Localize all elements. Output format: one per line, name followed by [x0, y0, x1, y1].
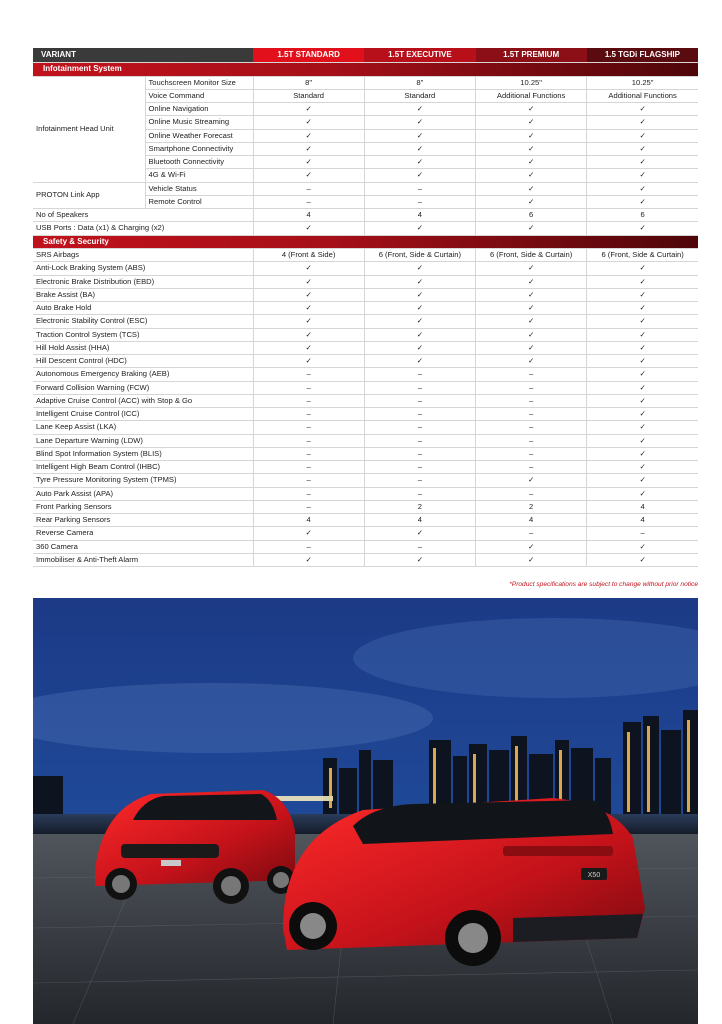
spec-value: ✓	[364, 142, 475, 155]
feature-label: Hill Hold Assist (HHA)	[33, 341, 253, 354]
spec-value: ✓	[587, 195, 698, 208]
spec-value: ✓	[253, 355, 364, 368]
spec-row	[33, 275, 698, 288]
spec-value: –	[253, 487, 364, 500]
spec-value: –	[364, 195, 475, 208]
spec-value: ✓	[364, 315, 475, 328]
front-badge	[161, 860, 181, 866]
spec-value: ✓	[253, 302, 364, 315]
spec-value: ✓	[253, 156, 364, 169]
spec-value: ✓	[253, 116, 364, 129]
spec-value: –	[476, 421, 587, 434]
spec-value: –	[364, 381, 475, 394]
spec-row	[33, 434, 698, 447]
spec-value: –	[364, 447, 475, 460]
spec-row	[33, 553, 698, 566]
spec-value: ✓	[587, 487, 698, 500]
spec-value: 4	[476, 514, 587, 527]
spec-value: ✓	[587, 421, 698, 434]
spec-value: –	[253, 408, 364, 421]
spec-value: 4 (Front & Side)	[253, 249, 364, 262]
spec-value: 4	[587, 514, 698, 527]
category-label: Infotainment Head Unit	[33, 76, 145, 182]
spec-value: –	[476, 487, 587, 500]
spec-value: ✓	[476, 315, 587, 328]
spec-value: –	[253, 381, 364, 394]
spec-value: ✓	[587, 129, 698, 142]
variant-label: VARIANT	[33, 48, 253, 63]
spec-value: ✓	[476, 182, 587, 195]
spec-value: ✓	[364, 527, 475, 540]
spec-row	[33, 421, 698, 434]
spec-value: ✓	[476, 288, 587, 301]
spec-value: –	[476, 408, 587, 421]
feature-label: Intelligent High Beam Control (IHBC)	[33, 461, 253, 474]
spec-value: 4	[364, 209, 475, 222]
feature-label: Online Weather Forecast	[145, 129, 253, 142]
spec-row	[33, 341, 698, 354]
feature-label: Smartphone Connectivity	[145, 142, 253, 155]
feature-label: Lane Departure Warning (LDW)	[33, 434, 253, 447]
feature-label: Remote Control	[145, 195, 253, 208]
spec-value: ✓	[587, 169, 698, 182]
spec-value: –	[253, 474, 364, 487]
spec-value: –	[587, 527, 698, 540]
spec-value: ✓	[476, 355, 587, 368]
section-header-row	[33, 63, 698, 77]
spec-value: –	[364, 487, 475, 500]
spec-row	[33, 209, 698, 222]
section-title: Safety & Security	[33, 235, 698, 249]
spec-value: –	[364, 474, 475, 487]
spec-row	[33, 288, 698, 301]
spec-row	[33, 328, 698, 341]
spec-row	[33, 408, 698, 421]
feature-label: 360 Camera	[33, 540, 253, 553]
feature-label: USB Ports : Data (x1) & Charging (x2)	[33, 222, 253, 235]
spec-value: ✓	[587, 116, 698, 129]
spec-footnote: *Product specifications are subject to change without prior notice	[509, 581, 698, 588]
spec-value: –	[253, 447, 364, 460]
spec-value: –	[364, 461, 475, 474]
spec-value: ✓	[587, 302, 698, 315]
spec-value: ✓	[364, 341, 475, 354]
spec-value: 2	[476, 500, 587, 513]
spec-row	[33, 249, 698, 262]
spec-value: ✓	[587, 434, 698, 447]
spec-row	[33, 514, 698, 527]
spec-value: ✓	[364, 222, 475, 235]
spec-value: ✓	[253, 341, 364, 354]
spec-value: ✓	[587, 474, 698, 487]
spec-value: –	[476, 434, 587, 447]
spec-value: 4	[364, 514, 475, 527]
spec-value: 6 (Front, Side & Curtain)	[587, 249, 698, 262]
spec-value: ✓	[587, 553, 698, 566]
spec-value: ✓	[587, 222, 698, 235]
spec-value: ✓	[476, 328, 587, 341]
spec-value: ✓	[587, 315, 698, 328]
hero-photo	[33, 598, 698, 1024]
spec-value: –	[253, 394, 364, 407]
spec-row	[33, 315, 698, 328]
spec-value: ✓	[364, 103, 475, 116]
spec-value: ✓	[587, 355, 698, 368]
feature-label: Vehicle Status	[145, 182, 253, 195]
spec-value: 2	[364, 500, 475, 513]
spec-value: ✓	[253, 262, 364, 275]
spec-value: –	[476, 447, 587, 460]
spec-row	[33, 355, 698, 368]
spec-value: ✓	[476, 129, 587, 142]
spec-row	[33, 500, 698, 513]
spec-value: ✓	[364, 302, 475, 315]
spec-row	[33, 540, 698, 553]
spec-value: –	[364, 368, 475, 381]
spec-value: –	[253, 182, 364, 195]
spec-value: ✓	[587, 394, 698, 407]
spec-value: ✓	[476, 116, 587, 129]
spec-value: 8"	[253, 76, 364, 89]
spec-value: –	[476, 527, 587, 540]
spec-value: ✓	[587, 368, 698, 381]
spec-value: ✓	[364, 275, 475, 288]
spec-value: 6	[476, 209, 587, 222]
spec-value: ✓	[587, 540, 698, 553]
section-header-row	[33, 235, 698, 249]
category-label: PROTON Link App	[33, 182, 145, 209]
spec-row	[33, 394, 698, 407]
spec-value: Standard	[364, 89, 475, 102]
spec-row	[33, 222, 698, 235]
variant-premium: 1.5T PREMIUM	[476, 48, 587, 63]
spec-value: 6 (Front, Side & Curtain)	[476, 249, 587, 262]
feature-label: Blind Spot Information System (BLIS)	[33, 447, 253, 460]
variant-flagship: 1.5 TGDi FLAGSHIP	[587, 48, 698, 63]
spec-row	[33, 447, 698, 460]
section-title: Infotainment System	[33, 63, 698, 77]
spec-value: ✓	[476, 103, 587, 116]
spec-value: ✓	[364, 355, 475, 368]
spec-value: 8"	[364, 76, 475, 89]
spec-value: 4	[253, 209, 364, 222]
spec-value: –	[253, 461, 364, 474]
feature-label: Voice Command	[145, 89, 253, 102]
feature-label: Auto Park Assist (APA)	[33, 487, 253, 500]
spec-value: –	[364, 540, 475, 553]
feature-label: Reverse Camera	[33, 527, 253, 540]
rear-badge: X50	[587, 872, 601, 879]
feature-label: Online Music Streaming	[145, 116, 253, 129]
spec-value: ✓	[253, 222, 364, 235]
spec-value: ✓	[253, 169, 364, 182]
spec-value: ✓	[476, 553, 587, 566]
spec-value: ✓	[587, 328, 698, 341]
spec-value: –	[253, 368, 364, 381]
feature-label: Electronic Brake Distribution (EBD)	[33, 275, 253, 288]
feature-label: Autonomous Emergency Braking (AEB)	[33, 368, 253, 381]
spec-value: ✓	[587, 461, 698, 474]
spec-row	[33, 262, 698, 275]
spec-value: 4	[587, 500, 698, 513]
spec-value: ✓	[476, 156, 587, 169]
spec-value: ✓	[587, 341, 698, 354]
spec-value: ✓	[253, 142, 364, 155]
spec-value: ✓	[476, 302, 587, 315]
variant-header-row	[33, 48, 698, 63]
feature-label: SRS Airbags	[33, 249, 253, 262]
variant-standard: 1.5T STANDARD	[253, 48, 364, 63]
spec-value: ✓	[476, 540, 587, 553]
spec-value: ✓	[364, 262, 475, 275]
spec-row	[33, 76, 698, 89]
spec-value: 10.25"	[587, 76, 698, 89]
spec-value: ✓	[476, 195, 587, 208]
spec-row	[33, 381, 698, 394]
spec-value: –	[253, 195, 364, 208]
spec-value: –	[253, 434, 364, 447]
spec-table-body	[33, 48, 698, 567]
spec-value: ✓	[587, 156, 698, 169]
variant-executive: 1.5T EXECUTIVE	[364, 48, 475, 63]
spec-value: ✓	[587, 447, 698, 460]
spec-value: ✓	[253, 103, 364, 116]
spec-value: ✓	[364, 169, 475, 182]
feature-label: Adaptive Cruise Control (ACC) with Stop & Go	[33, 394, 253, 407]
spec-row	[33, 461, 698, 474]
spec-value: Additional Functions	[587, 89, 698, 102]
spec-value: ✓	[253, 275, 364, 288]
spec-value: Additional Functions	[476, 89, 587, 102]
spec-value: ✓	[587, 381, 698, 394]
spec-value: –	[364, 408, 475, 421]
feature-label: Lane Keep Assist (LKA)	[33, 421, 253, 434]
feature-label: Rear Parking Sensors	[33, 514, 253, 527]
spec-value: –	[364, 394, 475, 407]
spec-value: ✓	[587, 262, 698, 275]
spec-value: 6 (Front, Side & Curtain)	[364, 249, 475, 262]
spec-value: –	[476, 381, 587, 394]
spec-value: ✓	[253, 328, 364, 341]
spec-value: ✓	[364, 328, 475, 341]
spec-value: –	[476, 461, 587, 474]
spec-value: ✓	[476, 142, 587, 155]
spec-value: ✓	[476, 474, 587, 487]
spec-value: ✓	[253, 288, 364, 301]
spec-value: ✓	[364, 288, 475, 301]
spec-value: ✓	[587, 408, 698, 421]
spec-value: –	[364, 434, 475, 447]
spec-value: ✓	[253, 129, 364, 142]
spec-value: ✓	[476, 275, 587, 288]
feature-label: Online Navigation	[145, 103, 253, 116]
spec-row	[33, 182, 698, 195]
spec-value: 6	[587, 209, 698, 222]
spec-value: –	[476, 368, 587, 381]
spec-value: ✓	[364, 156, 475, 169]
spec-value: ✓	[476, 262, 587, 275]
spec-value: 10.25"	[476, 76, 587, 89]
feature-label: Immobiliser & Anti-Theft Alarm	[33, 553, 253, 566]
spec-row	[33, 487, 698, 500]
spec-value: ✓	[476, 222, 587, 235]
spec-value: –	[253, 540, 364, 553]
feature-label: 4G & Wi-Fi	[145, 169, 253, 182]
spec-value: ✓	[587, 142, 698, 155]
spec-value: ✓	[253, 553, 364, 566]
spec-row	[33, 368, 698, 381]
spec-value: –	[364, 182, 475, 195]
feature-label: Hill Descent Control (HDC)	[33, 355, 253, 368]
spec-value: ✓	[476, 169, 587, 182]
feature-label: Touchscreen Monitor Size	[145, 76, 253, 89]
feature-label: No of Speakers	[33, 209, 253, 222]
spec-value: ✓	[587, 275, 698, 288]
feature-label: Intelligent Cruise Control (ICC)	[33, 408, 253, 421]
spec-value: ✓	[587, 288, 698, 301]
feature-label: Bluetooth Connectivity	[145, 156, 253, 169]
hero-photo-illustration	[33, 598, 698, 1024]
spec-row	[33, 474, 698, 487]
spec-value: ✓	[364, 553, 475, 566]
spec-value: –	[364, 421, 475, 434]
feature-label: Forward Collision Warning (FCW)	[33, 381, 253, 394]
spec-value: –	[253, 500, 364, 513]
spec-value: ✓	[476, 341, 587, 354]
spec-row	[33, 527, 698, 540]
spec-value: –	[476, 394, 587, 407]
feature-label: Tyre Pressure Monitoring System (TPMS)	[33, 474, 253, 487]
feature-label: Anti-Lock Braking System (ABS)	[33, 262, 253, 275]
feature-label: Auto Brake Hold	[33, 302, 253, 315]
spec-value: ✓	[364, 116, 475, 129]
spec-value: ✓	[364, 129, 475, 142]
spec-table	[33, 48, 698, 567]
spec-value: ✓	[587, 103, 698, 116]
spec-value: 4	[253, 514, 364, 527]
spec-value: Standard	[253, 89, 364, 102]
spec-value: –	[253, 421, 364, 434]
feature-label: Electronic Stability Control (ESC)	[33, 315, 253, 328]
feature-label: Front Parking Sensors	[33, 500, 253, 513]
spec-value: ✓	[253, 527, 364, 540]
feature-label: Traction Control System (TCS)	[33, 328, 253, 341]
spec-value: ✓	[587, 182, 698, 195]
feature-label: Brake Assist (BA)	[33, 288, 253, 301]
spec-value: ✓	[253, 315, 364, 328]
spec-row	[33, 302, 698, 315]
